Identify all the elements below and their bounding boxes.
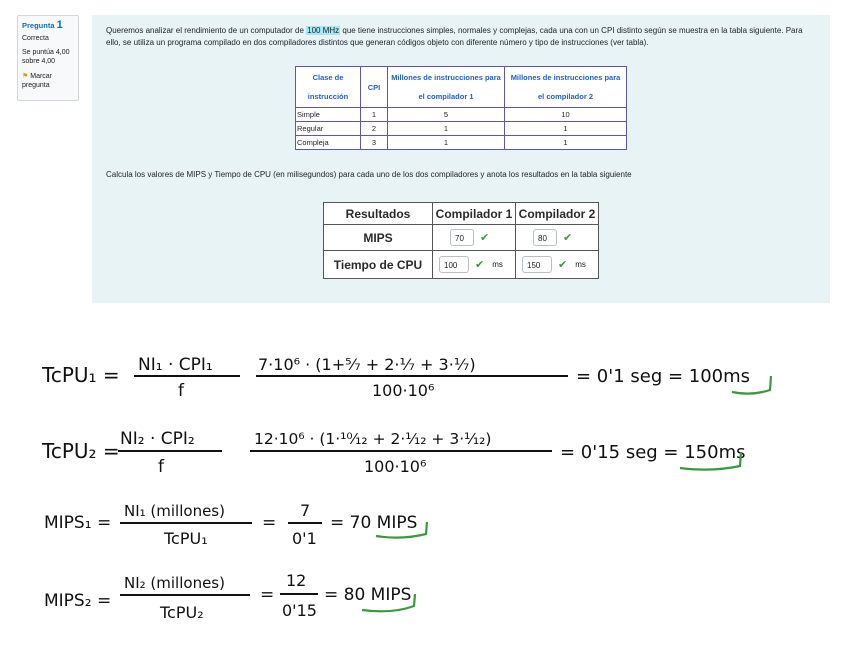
highlighted-frequency: 100 MHz — [307, 26, 340, 35]
table-row — [296, 122, 627, 136]
hw-line3-frac-den: TcPU₁ — [164, 529, 208, 548]
cpu-c1-input[interactable]: 100 — [439, 256, 469, 273]
hw-line1-frac2-den: 100·10⁶ — [372, 381, 435, 400]
check-icon: ✔ — [558, 258, 568, 271]
question-number — [22, 21, 74, 30]
question-content — [92, 15, 830, 303]
hw-line3-result: = 70 MIPS — [330, 513, 418, 533]
cell: 1 — [505, 122, 627, 136]
flag-question-link[interactable] — [22, 72, 74, 90]
question-text — [106, 25, 811, 49]
cell: 1 — [388, 122, 505, 136]
cell: Simple — [296, 108, 361, 122]
question-info — [17, 15, 79, 101]
table-row — [296, 108, 627, 122]
hw-line2-frac1-den: f — [158, 457, 164, 477]
question-text-part1: Queremos analizar el rendimiento de un computador de — [106, 26, 307, 35]
cell: 1 — [505, 136, 627, 150]
results-header-c2: Compilador 2 — [516, 203, 599, 225]
cell: 2 — [361, 122, 388, 136]
mips-c2-input[interactable]: 80 — [533, 229, 557, 246]
hw-line2-result: = 0'15 seg = 150ms — [560, 442, 746, 463]
instr-header-c2: Millones de instrucciones para el compilador 2 — [505, 67, 627, 108]
cpu-c2-input[interactable]: 150 — [522, 256, 552, 273]
hw-line2-frac1-num: NI₂ · CPI₂ — [120, 429, 195, 449]
hw-line1-result: = 0'1 seg = 100ms — [576, 366, 751, 387]
hw-line3-lhs: MIPS₁ = — [44, 513, 112, 533]
question-state: Correcta — [22, 35, 49, 42]
hw-line2-frac2-den: 100·10⁶ — [364, 457, 427, 476]
hw-line1-frac1-num: NI₁ · CPI₁ — [138, 355, 213, 375]
question-label: Pregunta — [22, 21, 55, 30]
question-text-part2: que tiene instrucciones simples, normales y complejas, cada una con un CPI distinto según se muestra en la tabla siguiente. Para ello, se utiliza un programa compilado en dos compiladores distintos que generan códigos objeto con diferente número y tipo de instrucciones (ver tabla). — [106, 26, 803, 47]
instr-header-c1: Millones de instrucciones para el compilador 1 — [388, 67, 505, 108]
calc-instructions: Calcula los valores de MIPS y Tiempo de CPU (en milisegundos) para cada uno de los dos compiladores y anota los resultados en la tabla siguiente — [106, 170, 632, 179]
hw-line4-frac2-num: 12 — [286, 571, 307, 590]
cell: 5 — [388, 108, 505, 122]
flag-question-label[interactable]: Marcar pregunta — [22, 73, 53, 89]
mips-c1-input[interactable]: 70 — [450, 229, 474, 246]
question-number-value: 1 — [56, 19, 63, 31]
cell: Regular — [296, 122, 361, 136]
hw-line4-frac-den: TcPU₂ — [160, 603, 204, 622]
table-row — [324, 251, 599, 279]
cell: Compleja — [296, 136, 361, 150]
cell: 1 — [388, 136, 505, 150]
results-table — [323, 202, 599, 279]
cell: 3 — [361, 136, 388, 150]
cell: 1 — [361, 108, 388, 122]
hw-line1-frac2-num: 7·10⁶ · (1+⁵⁄₇ + 2·¹⁄₇ + 3·¹⁄₇) — [258, 355, 476, 374]
hw-line1-frac1-den: f — [178, 381, 184, 401]
table-row — [324, 225, 599, 251]
hw-line1-lhs: TcPU₁ = — [42, 363, 120, 387]
unit-label: ms — [575, 259, 586, 269]
check-icon: ✔ — [563, 231, 573, 244]
hw-line2-frac2-num: 12·10⁶ · (1·¹⁰⁄₁₂ + 2·¹⁄₁₂ + 3·¹⁄₁₂) — [254, 430, 492, 448]
table-row — [296, 136, 627, 150]
question-grade: Se puntúa 4,00 sobre 4,00 — [22, 49, 70, 65]
hw-line4-result: = 80 MIPS — [324, 585, 412, 605]
instruction-table — [295, 66, 627, 150]
results-header: Resultados — [324, 203, 433, 225]
hw-line4-frac-num: NI₂ (millones) — [124, 574, 225, 592]
mips-label: MIPS — [324, 225, 433, 251]
hw-line4-lhs: MIPS₂ = — [44, 591, 112, 611]
cpu-time-label: Tiempo de CPU — [324, 251, 433, 279]
handwritten-solution — [0, 310, 848, 645]
flag-icon[interactable]: ⚑ — [22, 73, 29, 80]
hw-equals: = — [262, 513, 277, 533]
results-header-c1: Compilador 1 — [433, 203, 516, 225]
hw-equals: = — [260, 585, 275, 605]
unit-label: ms — [492, 259, 503, 269]
instr-header-class: Clase de instrucción — [296, 67, 361, 108]
check-icon: ✔ — [475, 258, 485, 271]
hw-line3-frac2-den: 0'1 — [292, 529, 317, 548]
hw-line3-frac2-num: 7 — [300, 501, 311, 520]
cell: 10 — [505, 108, 627, 122]
hw-line3-frac-num: NI₁ (millones) — [124, 502, 225, 520]
check-icon: ✔ — [480, 231, 490, 244]
instr-header-cpi: CPI — [361, 67, 388, 108]
hw-line2-lhs: TcPU₂ = — [42, 439, 120, 463]
hw-line4-frac2-den: 0'15 — [282, 601, 317, 620]
